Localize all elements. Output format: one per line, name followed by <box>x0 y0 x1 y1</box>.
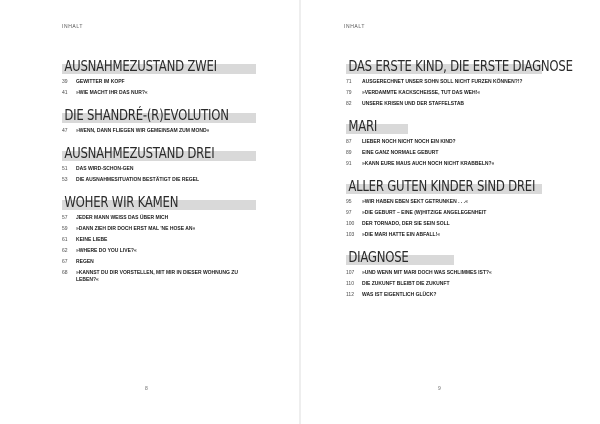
page-number: 59 <box>62 226 68 232</box>
entry-list <box>62 215 256 287</box>
chapter-heading <box>62 107 256 125</box>
entry-list <box>346 199 542 243</box>
page-number: 62 <box>62 248 68 254</box>
chapter <box>346 249 542 303</box>
running-head: INHALT <box>62 24 84 30</box>
toc-entry[interactable] <box>62 79 256 90</box>
chapter-heading <box>346 57 573 76</box>
table-of-contents <box>346 57 573 309</box>
toc-entry[interactable] <box>346 270 542 281</box>
page-number: 61 <box>62 237 68 243</box>
toc-entry[interactable] <box>346 281 542 292</box>
page-number: 97 <box>346 210 352 216</box>
toc-entry[interactable] <box>346 292 542 303</box>
entry-list <box>62 79 256 101</box>
page-number: 67 <box>62 259 68 265</box>
chapter-heading <box>62 58 256 76</box>
toc-entry[interactable] <box>346 139 542 150</box>
entry-label: DIE AUSNAHMESITUATION BESTÄTIGT DIE REGEL <box>76 177 200 183</box>
entry-list <box>346 270 542 303</box>
entry-label: »DANN ZIEH DIR DOCH ERST MAL 'NE HOSE AN« <box>76 226 196 232</box>
chapter-title: WOHER WIR KAMEN <box>64 193 179 211</box>
page-folio: 9 <box>438 386 441 392</box>
page-number: 57 <box>62 215 68 221</box>
page-number: 71 <box>346 79 352 85</box>
entry-label: JEDER MANN WEISS DAS ÜBER MICH <box>76 215 169 221</box>
chapter-title: MARI <box>348 117 378 135</box>
table-of-contents <box>62 58 256 293</box>
page-number: 79 <box>346 90 352 96</box>
chapter-title: DIAGNOSE <box>348 248 409 266</box>
page-number: 100 <box>346 221 355 227</box>
chapter-heading <box>62 145 256 163</box>
toc-entry[interactable] <box>62 128 256 139</box>
entry-label: »KANN EURE MAUS AUCH NOCH NICHT KRABBELN?« <box>362 161 495 167</box>
page-number: 91 <box>346 161 352 167</box>
entry-list <box>62 128 256 139</box>
page-number: 47 <box>62 128 68 134</box>
entry-label: UNSERE KRISEN UND DER STAFFELSTAB <box>362 101 465 107</box>
entry-label: GEWITTER IM KOPF <box>76 79 125 85</box>
entry-label: DIE ZUKUNFT BLEIBT DIE ZUKUNFT <box>362 281 450 287</box>
toc-entry[interactable] <box>346 90 542 101</box>
running-head: INHALT <box>344 24 366 30</box>
page-number: 103 <box>346 232 355 238</box>
entry-label: »WENN, DANN FLIEGEN WIR GEMEINSAM ZUM MOND« <box>76 128 210 134</box>
chapter <box>346 178 542 243</box>
toc-entry[interactable] <box>346 101 542 112</box>
page-number: 107 <box>346 270 355 276</box>
page-number: 95 <box>346 199 352 205</box>
entry-label: AUSGERECHNET UNSER SOHN SOLL NICHT FURZEN KÖNNEN?!? <box>362 79 523 85</box>
toc-entry[interactable] <box>346 221 542 232</box>
toc-entry[interactable] <box>346 79 542 90</box>
entry-label: »KANNST DU DIR VORSTELLEN, MIT MIR IN DIESER WOHNUNG ZU LEBEN?« <box>76 270 238 283</box>
chapter <box>346 118 542 172</box>
chapter-heading <box>346 249 454 267</box>
page-number: 87 <box>346 139 352 145</box>
entry-label: DAS WIRD-SCHON-GEN <box>76 166 134 172</box>
page-number: 89 <box>346 150 352 156</box>
entry-label: »UND WENN MIT MARI DOCH WAS SCHLIMMES IST?« <box>362 270 492 276</box>
page-number: 51 <box>62 166 68 172</box>
entry-list <box>62 166 256 188</box>
entry-label: »WIR HABEN EBEN SEKT GETRUNKEN . . .« <box>362 199 468 205</box>
entry-label: EINE GANZ NORMALE GEBURT <box>362 150 439 156</box>
toc-entry[interactable] <box>62 270 256 287</box>
entry-label: REGEN <box>76 259 94 265</box>
entry-label: WAS IST EIGENTLICH GLÜCK? <box>362 292 437 298</box>
chapter <box>62 107 256 139</box>
entry-label: »DIE GEBURT – EINE (W)HITZIGE ANGELEGENHEIT <box>362 210 487 216</box>
entry-label: DER TORNADO, DER SIE SEIN SOLL <box>362 221 450 227</box>
chapter <box>62 145 256 188</box>
chapter-heading <box>62 194 256 212</box>
chapter <box>62 194 256 287</box>
toc-entry[interactable] <box>62 259 256 270</box>
toc-entry[interactable] <box>346 199 542 210</box>
page-number: 68 <box>62 270 68 276</box>
page-number: 82 <box>346 101 352 107</box>
toc-entry[interactable] <box>62 248 256 259</box>
toc-entry[interactable] <box>62 90 256 101</box>
page-number: 110 <box>346 281 354 287</box>
chapter-title: ALLER GUTEN KINDER SIND DREI <box>348 177 536 195</box>
toc-entry[interactable] <box>62 177 256 188</box>
page-folio: 8 <box>145 386 148 392</box>
chapter-heading <box>346 118 408 136</box>
right-page <box>300 0 600 424</box>
entry-label: KEINE LIEBE <box>76 237 108 243</box>
toc-entry[interactable] <box>62 166 256 177</box>
page-number: 53 <box>62 177 68 183</box>
toc-entry[interactable] <box>346 161 542 172</box>
chapter-heading <box>346 178 542 196</box>
toc-entry[interactable] <box>62 215 256 226</box>
toc-entry[interactable] <box>62 226 256 237</box>
entry-label: LIEBER NOCH NICHT NOCH EIN KIND? <box>362 139 456 145</box>
entry-label: »DIE MARI HATTE EIN ABFALL!« <box>362 232 441 238</box>
chapter <box>62 58 256 101</box>
chapter-title: DIE SHANDRÉ-(R)EVOLUTION <box>64 106 229 124</box>
page-number: 39 <box>62 79 68 85</box>
toc-entry[interactable] <box>346 150 542 161</box>
toc-entry[interactable] <box>62 237 256 248</box>
chapter <box>346 57 573 112</box>
entry-label: »VERDAMMTE KACKSCHEISSE, TUT DAS WEH!« <box>362 90 481 96</box>
chapter-title: AUSNAHMEZUSTAND ZWEI <box>64 57 217 75</box>
page-number: 41 <box>62 90 68 96</box>
chapter-title: AUSNAHMEZUSTAND DREI <box>64 144 215 162</box>
chapter-title: DAS ERSTE KIND, DIE ERSTE DIAGNOSE <box>348 57 573 75</box>
entry-list <box>346 79 542 112</box>
toc-entry[interactable] <box>346 210 542 221</box>
page-number: 112 <box>346 292 354 298</box>
toc-entry[interactable] <box>346 232 542 243</box>
entry-label: »WIE MACHT IHR DAS NUR?« <box>76 90 148 96</box>
entry-list <box>346 139 542 172</box>
entry-label: »WHERE DO YOU LIVE?« <box>76 248 137 254</box>
